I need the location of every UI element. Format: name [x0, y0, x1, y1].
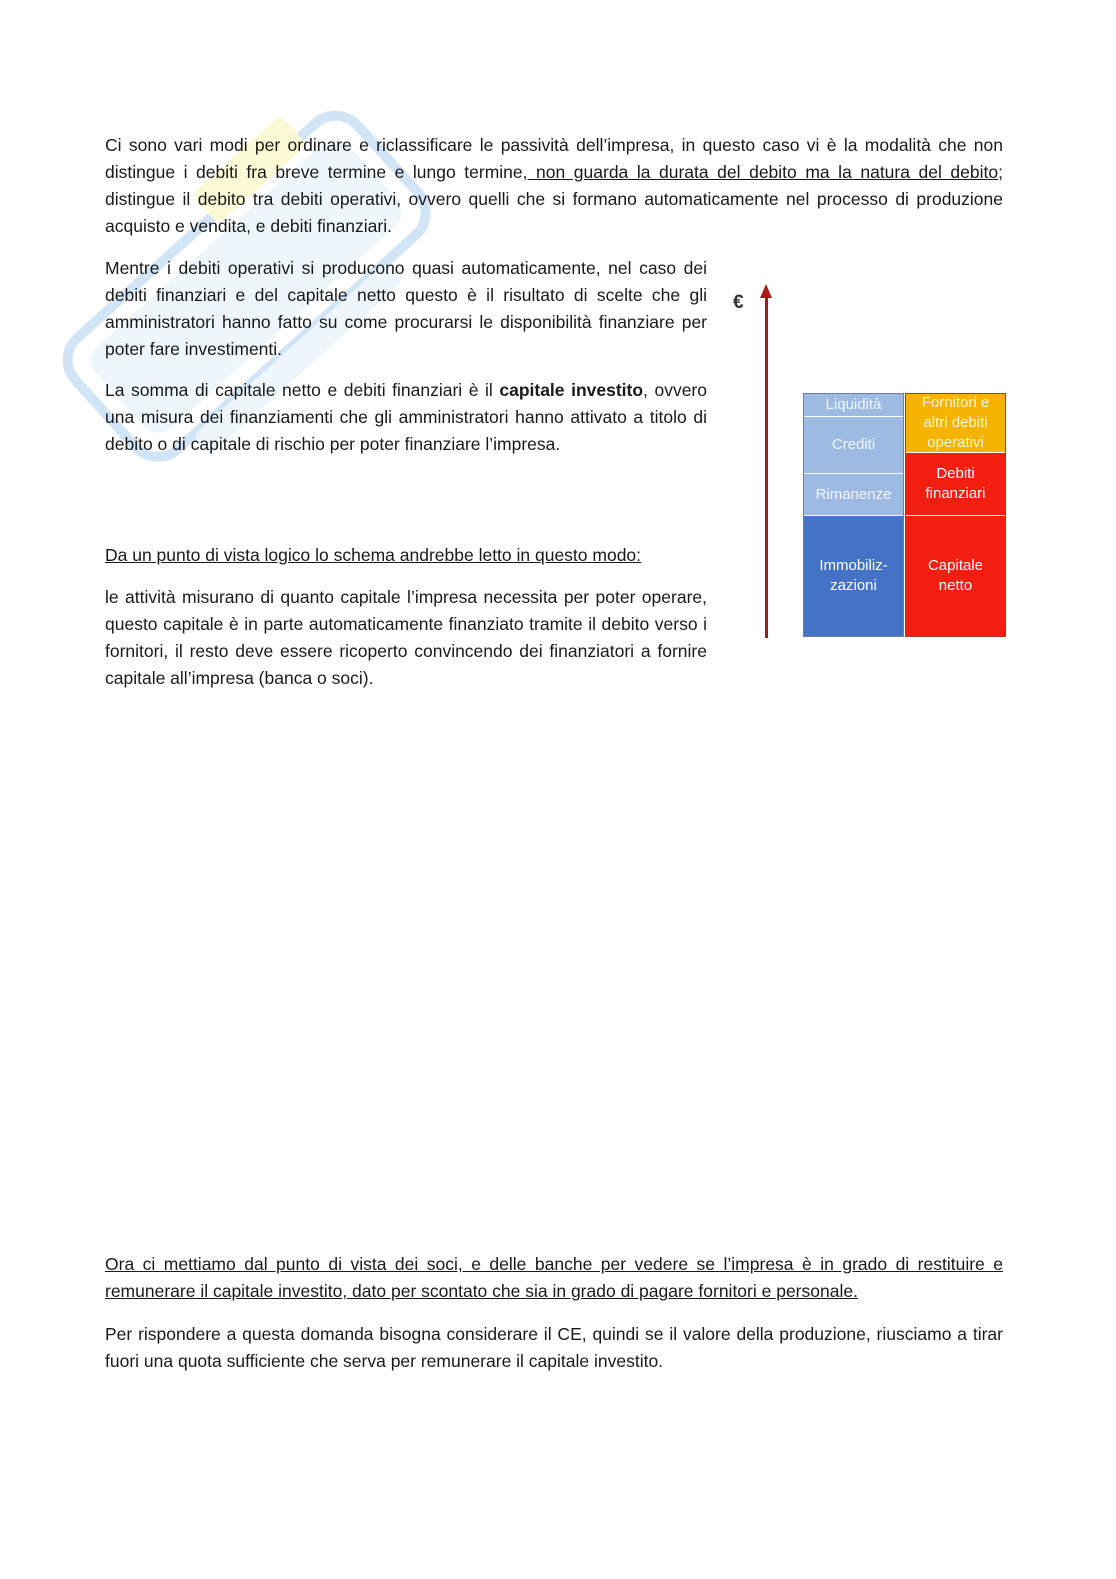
- euro-axis-label: €: [733, 292, 744, 313]
- paragraph-conto-economico: Per rispondere a questa domanda bisogna considerare il CE, quindi se il valore della produzione, riusciamo a tirar fuori una quota sufficiente che serva per remunerare il capitale investito.: [105, 1324, 1003, 1371]
- intro-text-start: Ci sono vari modi per ordinare e riclassificare le passività dell’impresa, in questo caso vi è la modalità che non distingue i debiti fra breve termine e lungo termine,: [105, 135, 1003, 182]
- liabilities-column: [905, 393, 1006, 637]
- paragraph-attivita: le attività misurano di quanto capitale l’impresa necessita per poter operare, questo capitale è in parte automaticamente finanziato tramite il debito verso i fornitori, il resto deve essere ricoperto convincendo dei finanziatori a fornire capitale all’impresa (banca o soci).: [105, 587, 707, 688]
- intro-text-end: ; distingue il debito tra debiti operativi, ovvero quelli che si formano automaticamente nel processo di produzione acquisto e vendita, e debiti finanziari.: [105, 162, 1003, 236]
- paragraph-debiti-operativi: Mentre i debiti operativi si producono quasi automaticamente, nel caso dei debiti finanziari e del capitale netto questo è il risultato di scelte che gli amministratori hanno fatto su come procurarsi le disponibilità finanziare per poter fare investimenti.: [105, 258, 707, 359]
- paragraph-punto-di-vista-soci: Ora ci mettiamo dal punto di vista dei soci, e delle banche per vedere se l’impresa è in grado di restituire e remunerare il capitale investito, dato per scontato che sia in grado di pagare fornitori e personale.: [105, 1254, 1003, 1301]
- intro-text-underlined: non guarda la durata del debito ma la natura del debito: [527, 162, 999, 182]
- block-fornitori: Fornitori e altri debiti operativi: [906, 394, 1005, 453]
- block-capitale-netto: Capitale netto: [906, 516, 1005, 636]
- paragraph-intro: [105, 132, 1003, 240]
- block-rimanenze: Rimanenze: [804, 474, 903, 516]
- assets-column: [803, 393, 904, 637]
- block-liquidita: Liquidità: [804, 394, 903, 417]
- capitale-text-end: , ovvero una misura dei finanziamenti che gli amministratori hanno attivato a titolo di debito o di capitale di rischio per poter finanziare l’impresa.: [105, 380, 707, 454]
- value-axis-line: [765, 294, 768, 638]
- paragraph-capitale-investito: [105, 377, 707, 458]
- capitale-text-start: La somma di capitale netto e debiti finanziari è il: [105, 380, 500, 400]
- block-immobilizzazioni: Immobiliz- zazioni: [804, 516, 903, 636]
- balance-sheet-diagram: [725, 280, 1025, 650]
- paragraph-punto-di-vista-logico: Da un punto di vista logico lo schema andrebbe letto in questo modo:: [105, 545, 642, 565]
- block-debiti-finanziari: Debiti finanziari: [906, 453, 1005, 516]
- capitale-investito-bold: capitale investito: [499, 380, 644, 400]
- block-crediti: Crediti: [804, 417, 903, 474]
